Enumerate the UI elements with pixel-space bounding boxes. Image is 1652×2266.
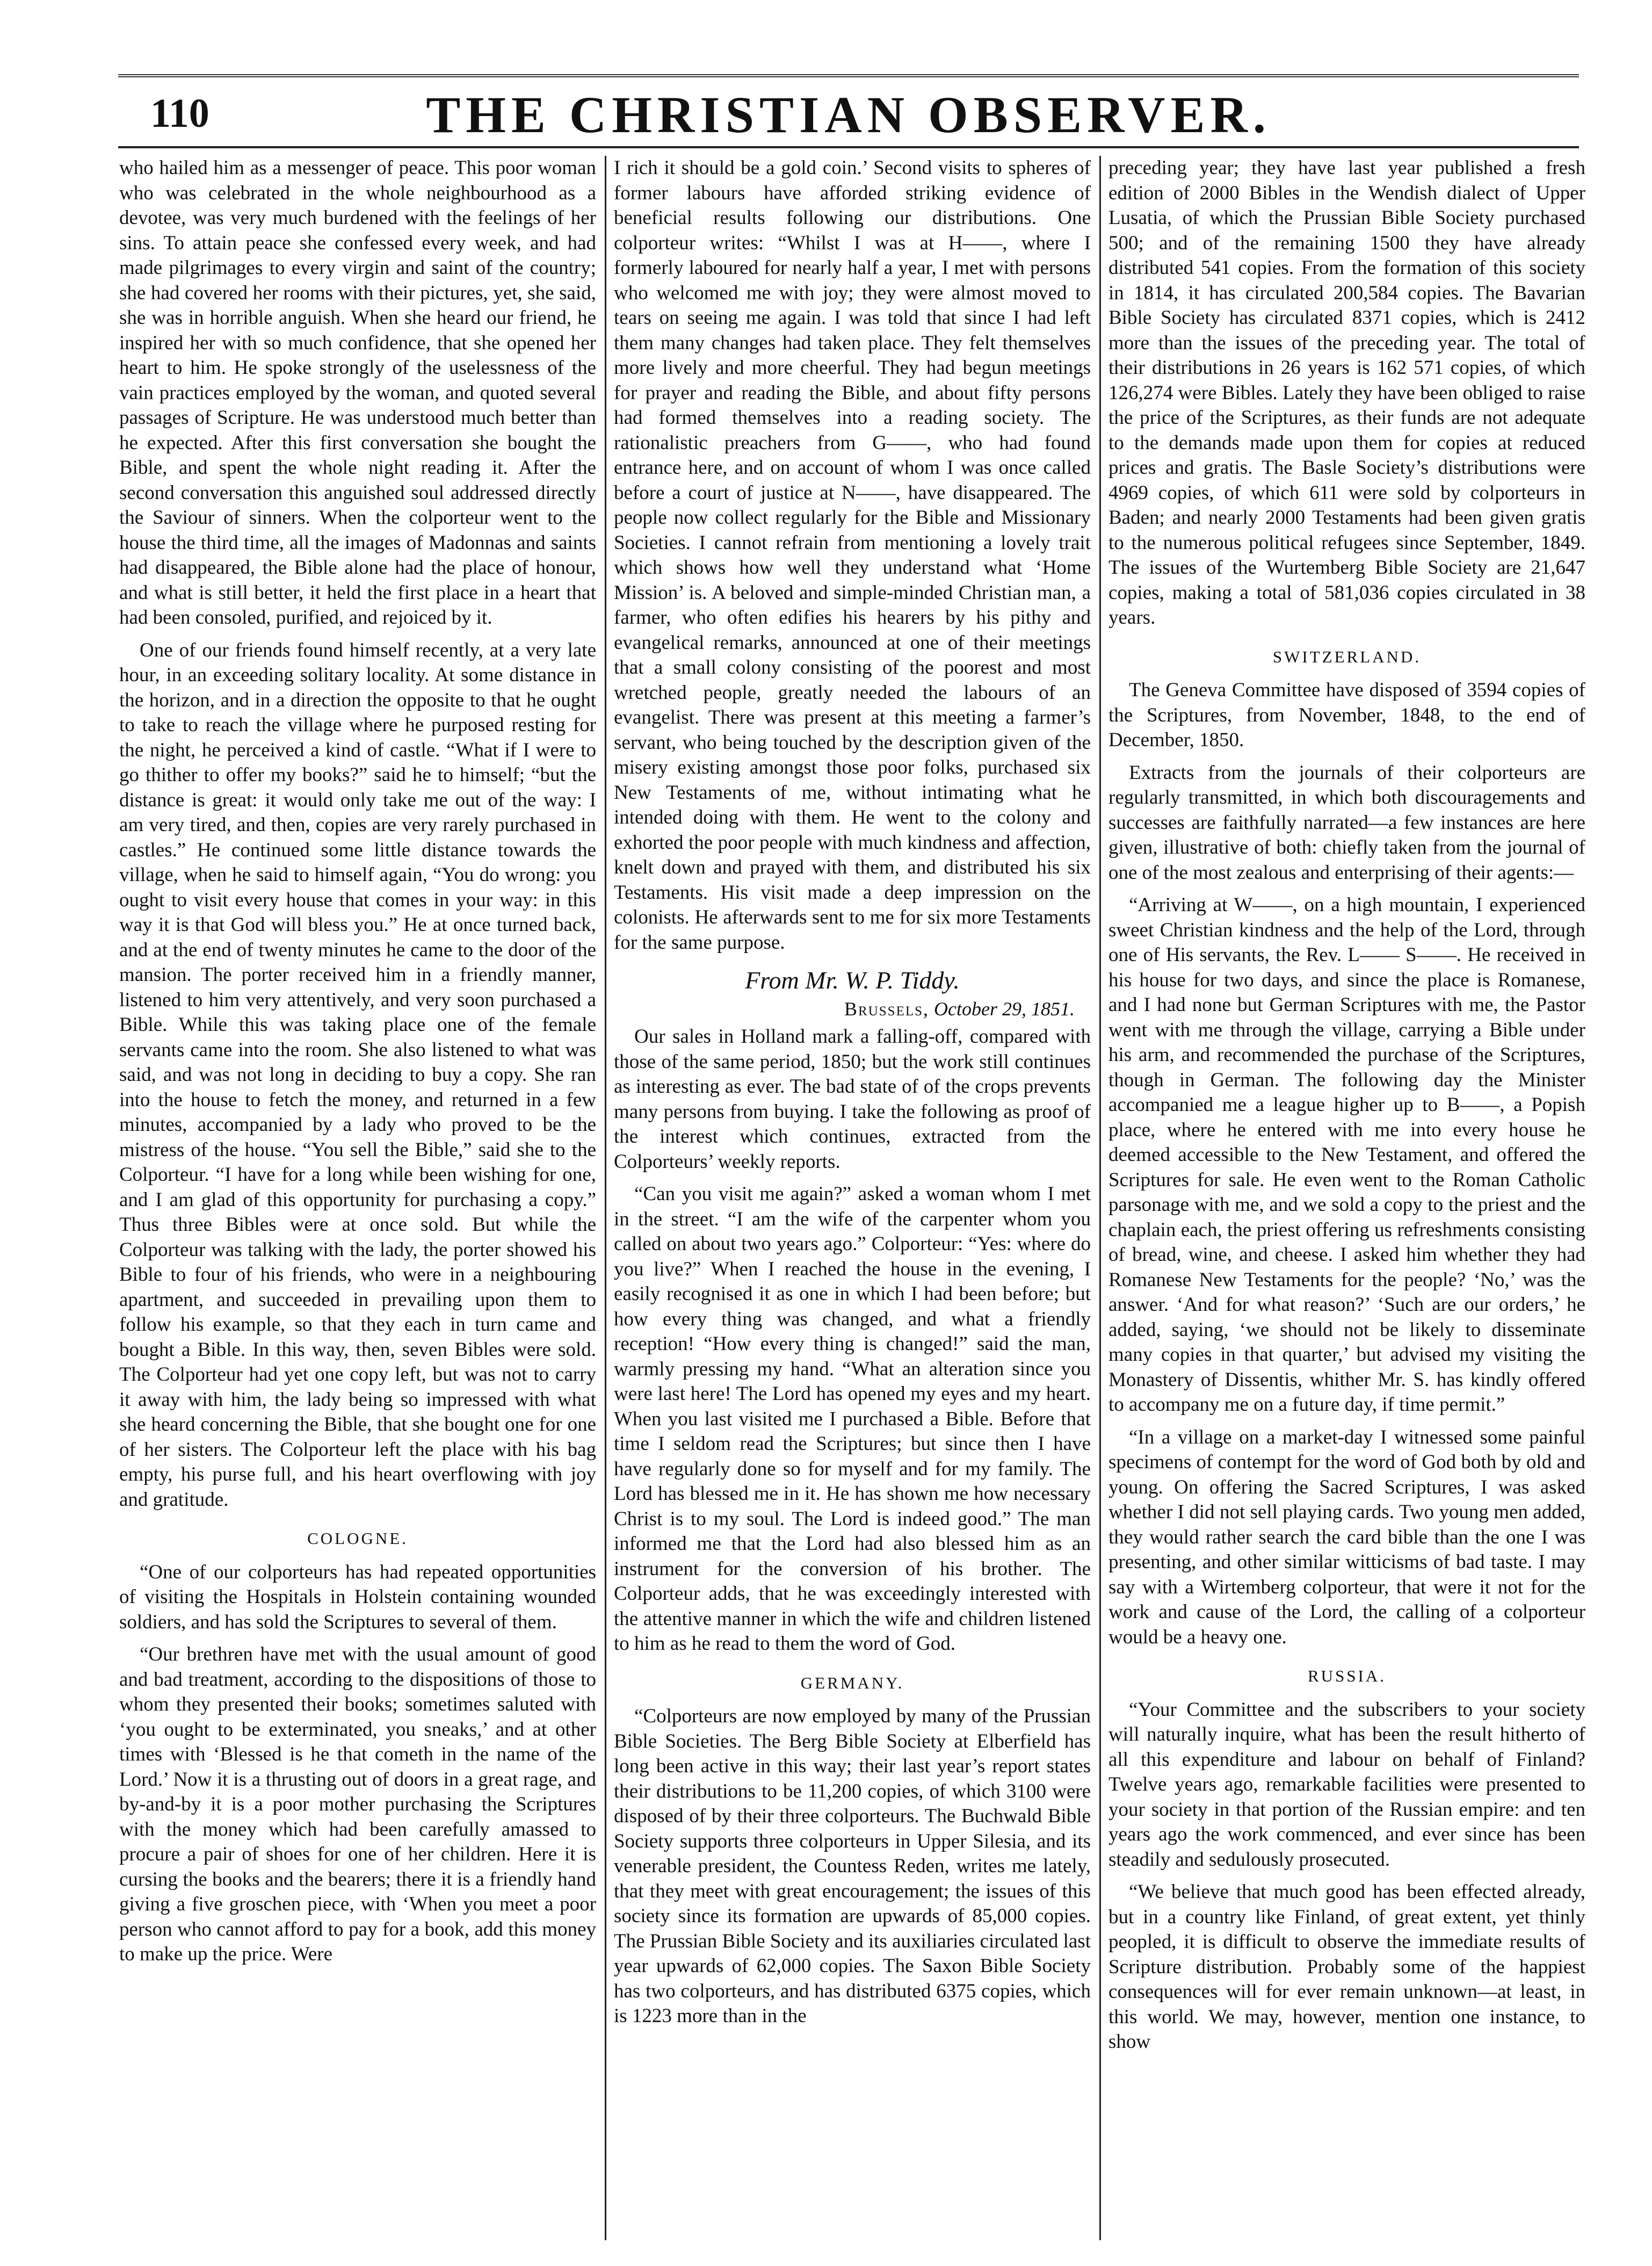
heading-cologne: COLOGNE. [307,1529,408,1548]
col3-paragraph-5: “In a village on a market-day I witnessed some painful specimens of contempt for the word of God both by old and young. On offering the Sacred Scriptures, I was asked whether I did not sell playing cards. Two young men added, they would rather search the card bible than the one I was presenting, and other similar witticisms of bad taste. I may say with a Wirtemberg colporteur, that were it not for the work and cause of the Lord, the calling of a colporteur would be a heavy one. [1108,1426,1585,1648]
header-rule [118,146,1579,148]
column-divider-1 [605,156,606,2240]
col1-paragraph-3: “One of our colporteurs has had repeated opportunities of visiting the Hospitals in Holstein containing wounded soldiers, and has sold the Scriptures to several of them. [119,1561,596,1633]
page-header [118,81,1579,156]
col2-paragraph-3: “Can you visit me again?” asked a woman whom I met in the street. “I am the wife of the carpenter whom you called on about two years ago.” Colporteur: “Yes: where do you live?” When I reached the house in the evening, I easily recognised it as one in which I had been before; but how every thing was changed, and what a friendly reception! “How every thing is changed!” said the man, warmly pressing my hand. “What an alteration since you were last here! The Lord has opened my eyes and my heart. When you last visited me I purchased a Bible. Before that time I seldom read the Scriptures; but since then I have have regularly done so for myself and for my family. The Lord has blessed me in it. He has shown me how necessary Christ is to my soul. The Lord is indeed good.” The man informed me that the Lord had also blessed him as an instrument for the conversion of his brother. The Colporteur adds, that he was exceedingly interested with the attentive manner in which the wife and children listened to him as he read to them the word of God. [614,1183,1091,1655]
heading-germany: GERMANY. [800,1673,904,1692]
page-number: 110 [150,91,209,136]
col2-paragraph-4: “Colporteurs are now employed by many of the Prussian Bible Societies. The Berg Bible Society at Elberfield has long been active in this way; their last year’s report states their distributions to be 11,200 copies, of which 3100 were disposed of by their three colporteurs. The Buchwald Bible Society supports three colporteurs in Upper Silesia, and its venerable president, the Countess Reden, writes me lately, that they meet with great encouragement; the issues of this society since its formation are upwards of 85,000 copies. The Prussian Bible Society and its auxiliaries circulated last year upwards of 62,000 copies. The Saxon Bible Society has two colporteurs, and has distributed 6375 copies, which is 1223 more than in the [614,1705,1091,2027]
col3-paragraph-2: The Geneva Committee have disposed of 3594 copies of the Scriptures, from November, 1848, to the end of December, 1850. [1108,679,1585,751]
heading-switzerland: SWITZERLAND. [1272,647,1422,666]
col3-paragraph-7: “We believe that much good has been effected already, but in a country like Finland, of great extent, yet thinly peopled, it is difficult to observe the immediate results of Scripture distribution. Probably some of the happiest consequences will for ever remain unknown—at least, in this world. We may, however, mention one instance, to show [1108,1881,1585,2053]
col3-paragraph-1: preceding year; they have last year published a fresh edition of 2000 Bibles in the Wendish dialect of Upper Lusatia, of which the Prussian Bible Society purchased 500; and of the remaining 1500 they have already distributed 541 copies. From the formation of this society in 1814, it has circulated 200,584 copies. The Bavarian Bible Society has circulated 8371 copies, which is 2412 more than the issues of the preceding year. The total of their distributions in 26 years is 162 571 copies, of which 126,274 were Bibles. Lately they have been obliged to raise the price of the Scriptures, as their funds are not adequate to the demands made upon them for copies at reduced prices and gratis. The Basle Society’s distributions were 4969 copies, of which 611 were sold by colporteurs in Baden; and nearly 2000 Testaments had been given gratis to the numerous political refugees since September, 1849. The issues of the Wurtemberg Bible Society are 21,647 copies, making a total of 581,036 copies circulated in 38 years. [1108,157,1585,629]
heading-from-tiddy: From Mr. W. P. Tiddy. [745,966,960,994]
col3-paragraph-6: “Your Committee and the subscribers to your society will naturally inquire, what has been the result hitherto of all this expenditure and labour on behalf of Finland? Twelve years ago, remarkable facilities were presented to your society in that portion of the Russian empire: and ten years ago the work commenced, and ever since has been steadily and sedulously prosecuted. [1108,1698,1585,1871]
running-title: THE CHRISTIAN OBSERVER. [426,86,1271,143]
col3-paragraph-3: Extracts from the journals of their colporteurs are regularly transmitted, in which both discouragements and successes are faithfully narrated—a few instances are here given, illustrative of both: chiefly taken from the journal of one of the most zealous and enterprising of their agents:— [1108,761,1585,884]
col1-paragraph-1: who hailed him as a messenger of peace. This poor woman who was celebrated in the whole neighbourhood as a devotee, was very much burdened with the feelings of her sins. To attain peace she confessed every week, and had made pilgrimages to every virgin and saint of the country; she had covered her rooms with their pictures, yet, she said, she was in horrible anguish. When she heard our friend, he inspired her with so much confidence, that she opened her heart to him. He spoke strongly of the uselessness of the vain practices employed by the woman, and quoted several passages of Scripture. He was understood much better than he expected. After this first conversation she bought the Bible, and spent the whole night reading it. After the second conversation this anguished soul addressed directly the Saviour of sinners. When the colporteur went to the house the third time, all the images of Madonnas and saints had disappeared, the Bible alone had the place of honour, and what is still better, it held the first place in a heart that had been consoled, purified, and rejoiced by it. [119,157,596,629]
column-divider-2 [1099,156,1101,2240]
column-1 [119,156,596,2240]
dateline-place: Brussels, [844,998,930,1020]
dateline [614,997,1075,1022]
dateline-date: October 29, 1851. [934,998,1075,1020]
col1-paragraph-2: One of our friends found himself recently, at a very late hour, in an exceeding solitary locality. At some distance in the horizon, and in a direction the opposite to that he ought to take to reach the village where he purposed resting for the night, he perceived a kind of castle. “What if I were to go thither to offer my books?” said he to himself; “but the distance is great: it would only take me out of the way: I am very tired, and then, copies are very rarely purchased in castles.” He continued some little distance towards the village, when he said to himself again, “You do wrong: you ought to visit every house that comes in your way: in this way it is that God will bless you.” He at once turned back, and at the end of twenty minutes he came to the door of the mansion. The porter received him in a friendly manner, listened to him very attentively, and very soon purchased a Bible. While this was taking place one of the female servants came into the room. She also listened to what was said, and was not long in deciding to buy a copy. She ran into the house to fetch the money, and returned in a few minutes, accompanied by a lady who proved to be the mistress of the house. “You sell the Bible,” said she to the Colporteur. “I have for a long while been wishing for one, and I am glad of this opportunity for purchasing a copy.” Thus three Bibles were at once sold. But while the Colporteur was talking with the lady, the porter showed his Bible to four of his friends, who were in a neighbouring apartment, and succeeded in prevailing upon them to follow his example, so that they each in turn came and bought a Bible. In this way, then, seven Bibles were sold. The Colporteur had yet one copy left, but was not to carry it away with him, the lady being so impressed with what she heard concerning the Bible, that she bought one for one of her sisters. The Colporteur left the place with his bag empty, his purse full, and his heart overflowing with joy and gratitude. [119,639,596,1511]
column-3 [1108,156,1585,2240]
top-rule [118,74,1579,77]
col2-paragraph-2: Our sales in Holland mark a falling-off, compared with those of the same period, 1850; but the work still continues as interesting as ever. The bad state of of the crops prevents many persons from buying. I take the following as proof of the interest which continues, extracted from the Colporteurs’ weekly reports. [614,1026,1091,1173]
col1-paragraph-4: “Our brethren have met with the usual amount of good and bad treatment, according to the dispositions of those to whom they presented their books; sometimes saluted with ‘you ought to be exterminated, you sneaks,’ and at other times with ‘Blessed is he that cometh in the name of the Lord.’ Now it is a thrusting out of doors in a great rage, and by-and-by it is a poor mother purchasing the Scriptures with the money which had been carefully amassed to procure a pair of shoes for one of her children. Here it is cursing the books and the bearers; there it is a friendly hand giving a five groschen piece, with ‘When you meet a poor person who cannot afford to pay for a book, add this money to make up the price. Were [119,1643,596,1965]
heading-russia: RUSSIA. [1307,1666,1386,1685]
col2-paragraph-1: I rich it should be a gold coin.’ Second visits to spheres of former labours have afforded striking evidence of beneficial results following our distributions. One colporteur writes: “Whilst I was at H——, where I formerly laboured for nearly half a year, I met with persons who welcomed me with joy; they were almost moved to tears on seeing me again. I was told that since I had left them many changes had taken place. They felt themselves more lively and more cheerful. They had begun meetings for prayer and reading the Bible, and about fifty persons had formed themselves into a reading society. The rationalistic preachers from G——, who had found entrance here, and on account of whom I was once called before a court of justice at N——, have disappeared. The people now collect regularly for the Bible and Missionary Societies. I cannot refrain from mentioning a lovely trait which shows how well they understand what ‘Home Mission’ is. A beloved and simple-minded Christian man, a farmer, who often edifies his hearers by his pithy and evangelical remarks, announced at one of their meetings that a small colony consisting of the poorest and most wretched people, greatly needed the labours of an evangelist. There was present at this meeting a farmer’s servant, who being touched by the description given of the misery existing amongst those poor folks, purchased six New Testaments of me, without intimating what he intended doing with them. He went to the colony and exhorted the poor people with much kindness and affection, knelt down and prayed with them, and distributed his six Testaments. His visit made a deep impression on the colonists. He afterwards sent to me for six more Testaments for the same purpose. [614,157,1091,954]
column-2 [614,156,1091,2240]
col3-paragraph-4: “Arriving at W——, on a high mountain, I experienced sweet Christian kindness and the help of the Lord, through one of His servants, the Rev. L—— S——. He received in his house for two days, and since the place is Romanese, and I had none but German Scriptures with me, the Pastor went with me through the village, carrying a Bible under his arm, and recommended the purchase of the Scriptures, though in German. The following day the Minister accompanied me a league higher up to B——, a Popish place, where he entered with me into every house he deemed accessible to the New Testament, and offered the Scriptures for sale. He even went to the Roman Catholic parsonage with me, and we sold a copy to the priest and the chaplain each, the priest offering us refreshments consisting of bread, wine, and cheese. I asked him whether they had Romanese New Testaments for the people? ‘No,’ was the answer. ‘And for what reason?’ ‘Such are our orders,’ he added, saying, ‘we should not be likely to disseminate many copies in that quarter,’ but advised my visiting the Monastery of Dissentis, whither Mr. S. has kindly offered to accompany me on a future day, if time permit.” [1108,894,1585,1416]
